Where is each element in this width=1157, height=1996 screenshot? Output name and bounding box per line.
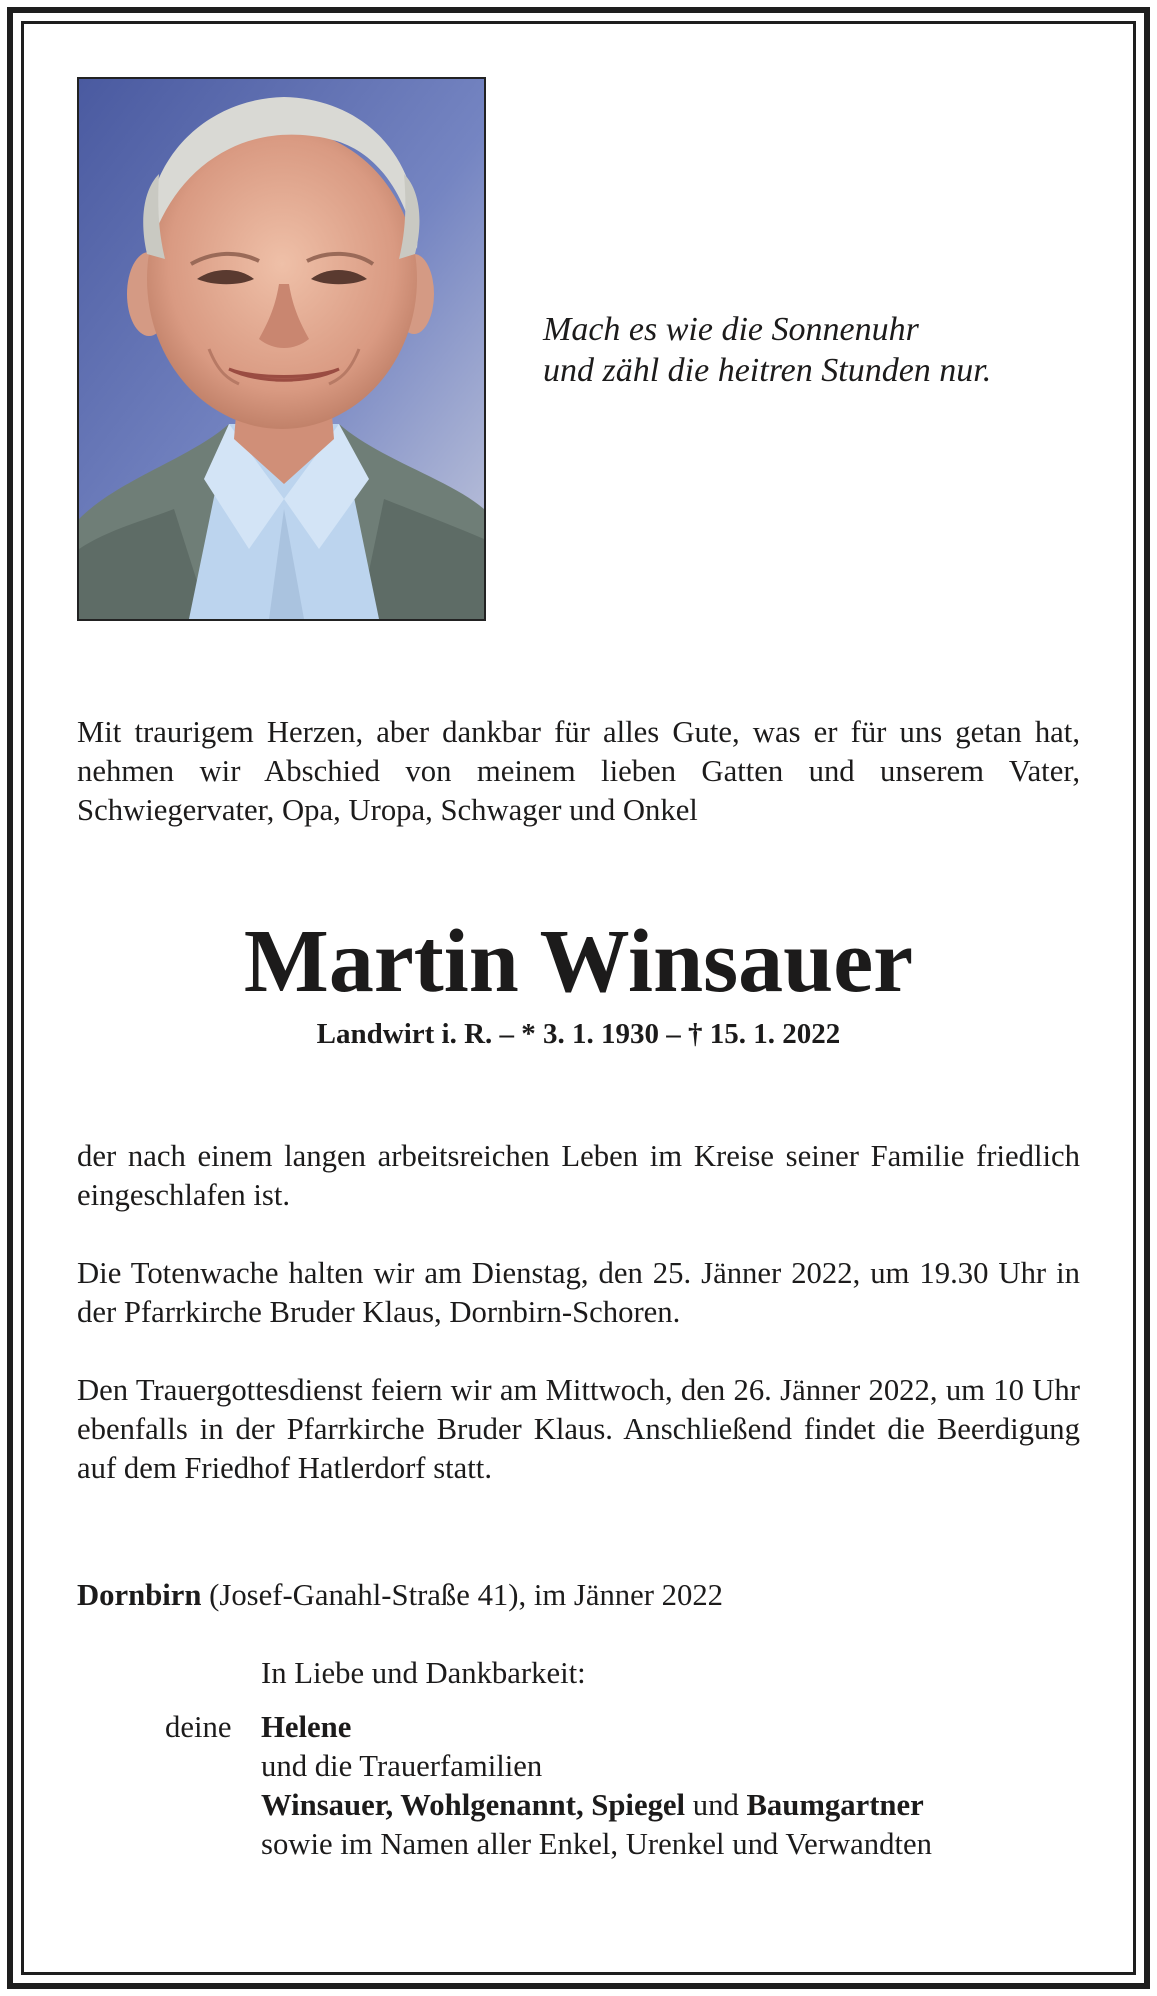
deceased-name: Martin Winsauer: [243, 912, 914, 1011]
signature-families-intro: und die Trauerfamilien: [261, 1749, 543, 1783]
place-rest: (Josef-Ganahl-Straße 41), im Jänner 2022: [201, 1578, 724, 1612]
place-city: Dornbirn: [77, 1578, 202, 1612]
quote-line-2: und zähl die heitren Stunden nur.: [543, 352, 992, 389]
family-und: und: [685, 1788, 747, 1822]
signature-deine: deine: [165, 1710, 232, 1744]
intro-paragraph: Mit traurigem Herzen, aber dankbar für alles Gute, was er für uns getan hat, nehmen wir Abschied von meinem lieben Gatten und unserem Vater, Schwiegervater, Opa, Uropa, Schwager und Onkel: [77, 715, 1080, 827]
place-date-line: [77, 1576, 1080, 1615]
family-name-last: Baumgartner: [746, 1788, 924, 1822]
quote: [543, 309, 1063, 391]
quote-line-1: Mach es wie die Sonnenuhr: [543, 311, 919, 348]
signature-closing: sowie im Namen aller Enkel, Urenkel und Verwandten: [261, 1827, 932, 1861]
wake-paragraph: Die Totenwache halten wir am Dienstag, den 25. Jänner 2022, um 19.30 Uhr in der Pfarrkirche Bruder Klaus, Dornbirn-Schoren.: [77, 1256, 1080, 1329]
funeral-paragraph: Den Trauergottesdienst feiern wir am Mittwoch, den 26. Jänner 2022, um 10 Uhr ebenfalls in der Pfarrkirche Bruder Klaus. Anschließend findet die Beerdigung auf dem Friedhof Hatlerdorf statt.: [77, 1373, 1080, 1485]
passing-paragraph: der nach einem langen arbeitsreichen Leben im Kreise seiner Familie friedlich eingeschlafen ist.: [77, 1139, 1080, 1212]
portrait-illustration: [79, 79, 484, 619]
signature-greeting: In Liebe und Dankbarkeit:: [261, 1656, 586, 1690]
family-names: Winsauer, Wohlgenannt, Spiegel: [261, 1788, 686, 1822]
signature-families: [261, 1786, 924, 1825]
signature-wife: Helene: [261, 1710, 352, 1744]
deceased-details: Landwirt i. R. – * 3. 1. 1930 – † 15. 1. 2022: [316, 1018, 841, 1050]
portrait-photo: [77, 77, 486, 621]
